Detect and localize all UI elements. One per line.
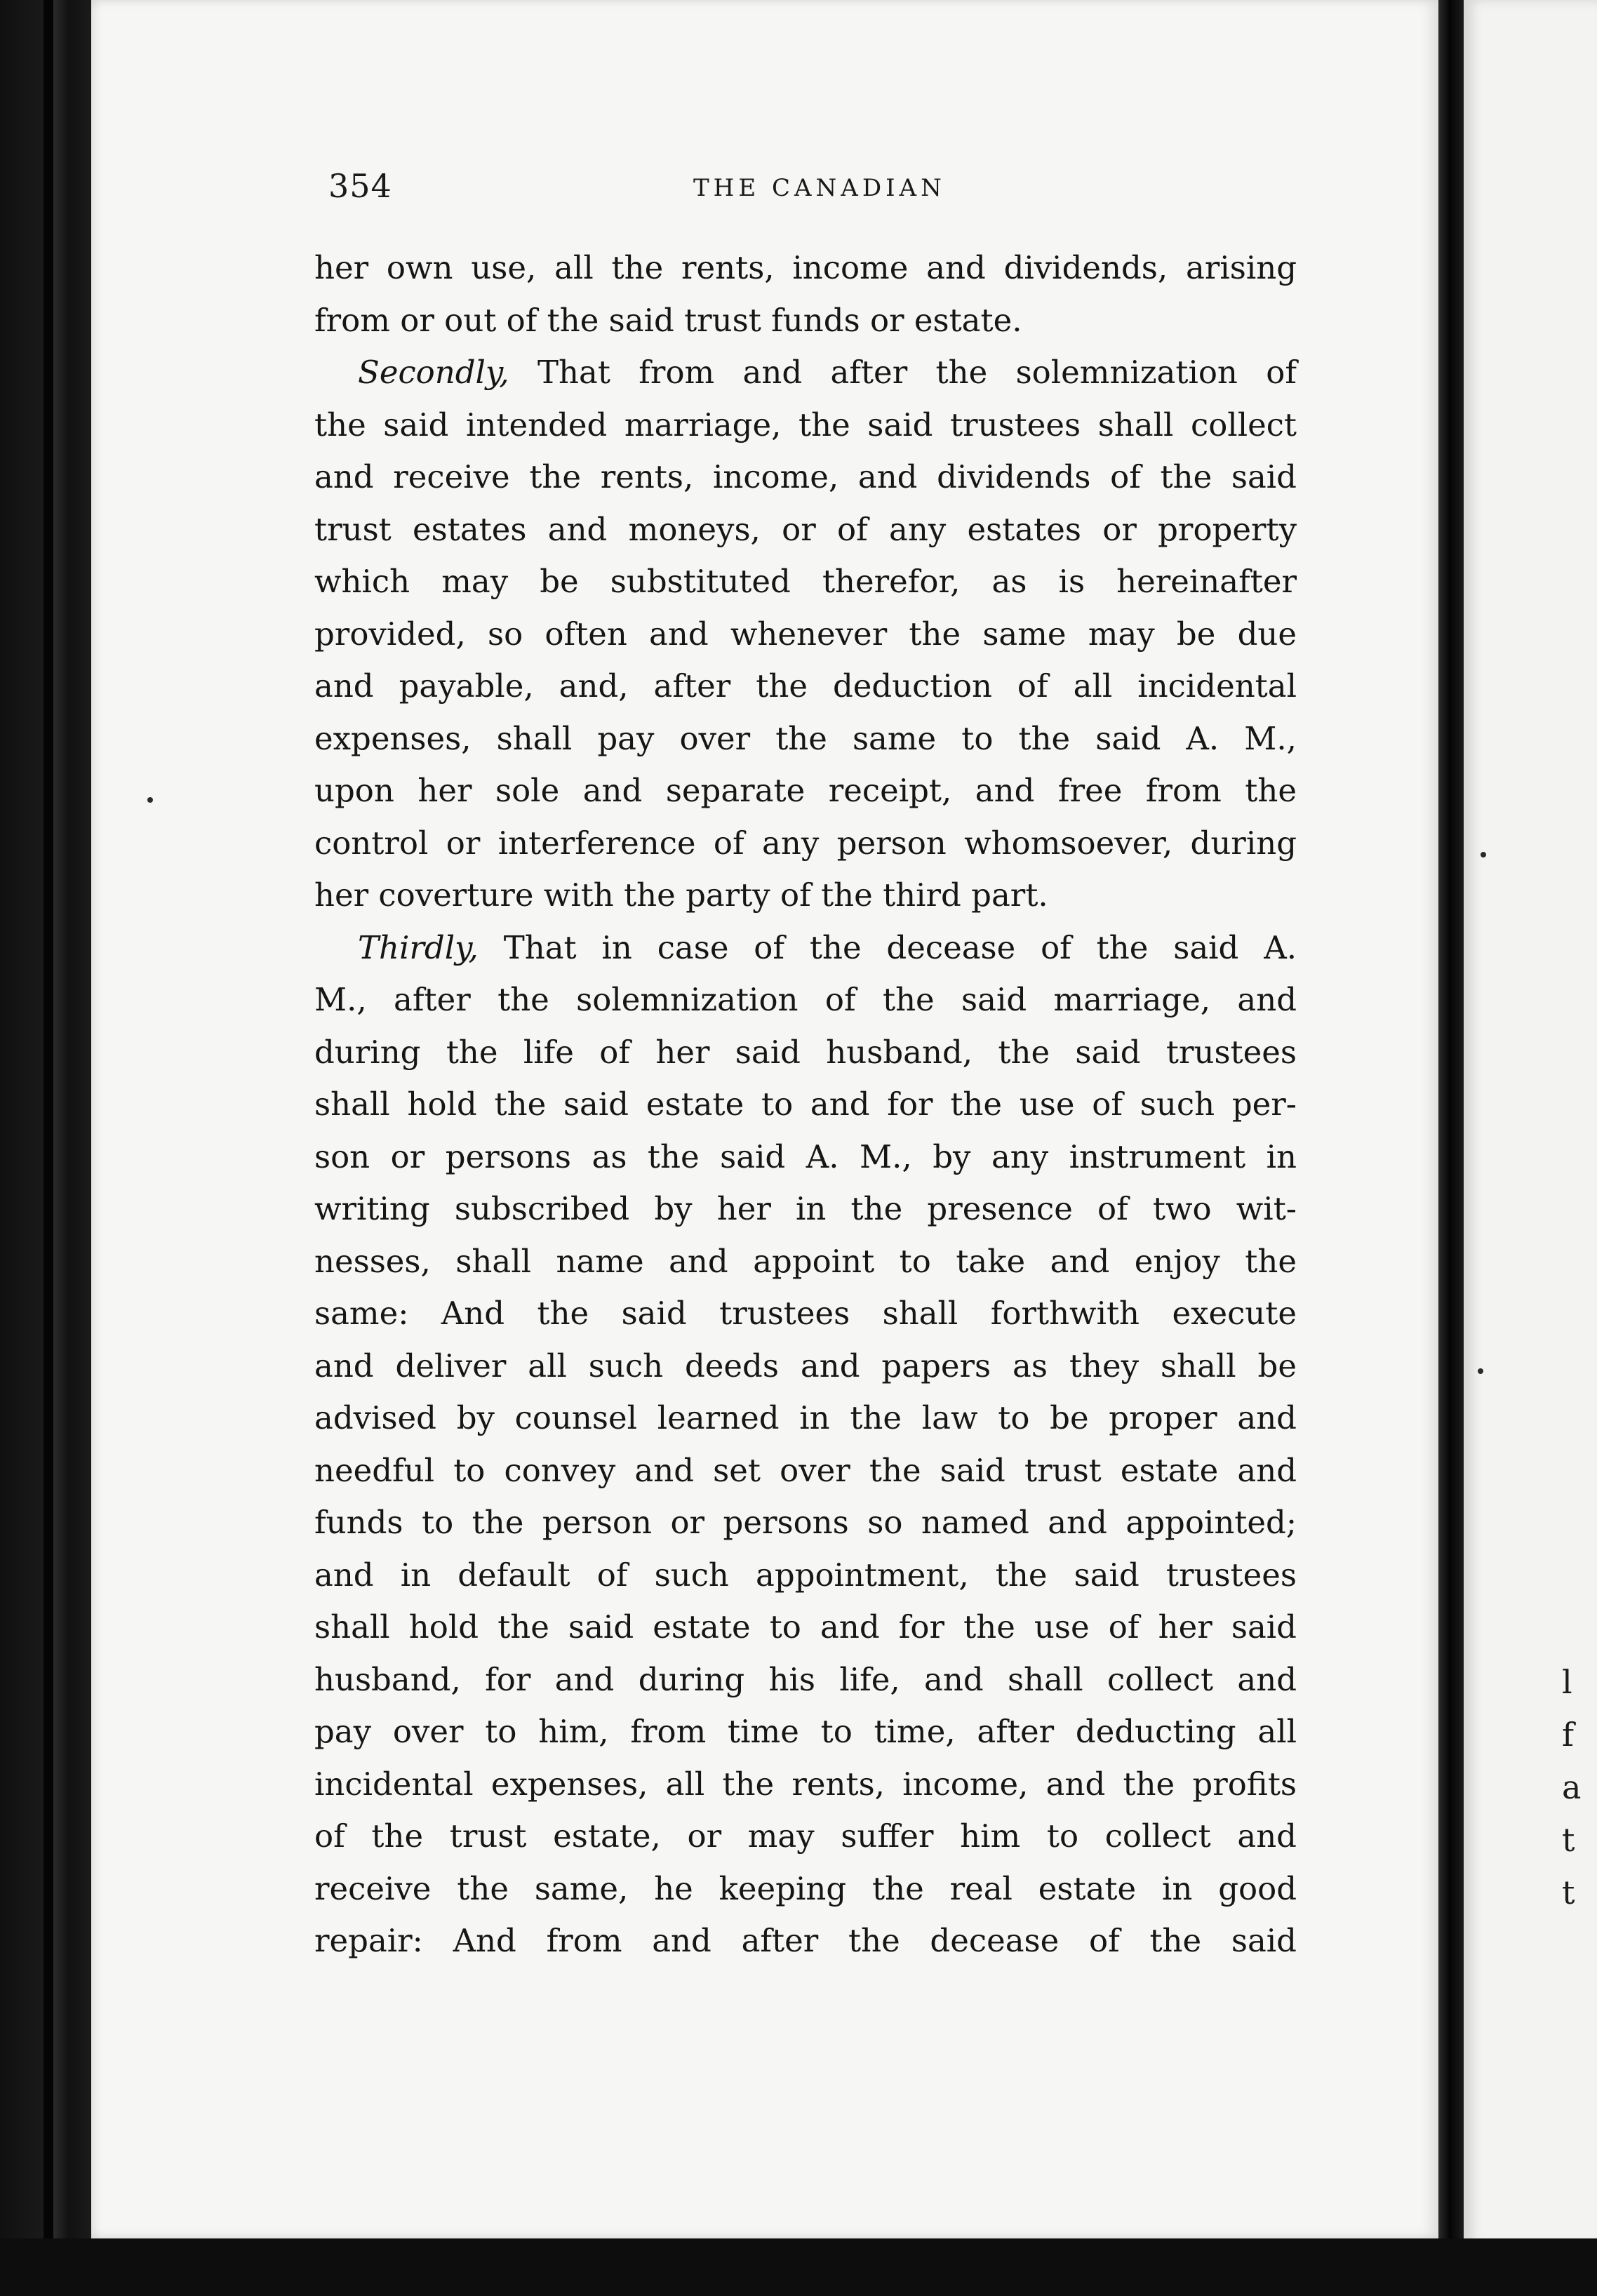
text-line-rest: That from and after the solemnization of bbox=[537, 354, 1297, 391]
text-line: incidental expenses, all the rents, income, and the profits bbox=[314, 1765, 1297, 1803]
section-lead-thirdly: Thirdly, bbox=[358, 928, 479, 966]
text-line bbox=[314, 347, 1297, 399]
text-line: shall hold the said estate to and for the use of such per- bbox=[314, 1086, 1297, 1123]
text-line: son or persons as the said A. M., by any instrument in bbox=[314, 1137, 1297, 1175]
book-gutter bbox=[1438, 0, 1464, 2245]
text-line: from or out of the said trust funds or estate. bbox=[314, 301, 1022, 339]
body-text bbox=[314, 242, 1297, 1968]
text-line: provided, so often and whenever the same may be due bbox=[314, 615, 1297, 653]
text-line: the said intended marriage, the said trustees shall collect bbox=[314, 406, 1297, 443]
left-dark-rule bbox=[44, 0, 53, 2296]
text-line: M., after the solemnization of the said marriage, and bbox=[314, 981, 1297, 1018]
text-line: trust estates and moneys, or of any estates or property bbox=[314, 510, 1297, 548]
text-line: upon her sole and separate receipt, and free from the bbox=[314, 772, 1297, 809]
text-line: of the trust estate, or may suffer him to collect and bbox=[314, 1817, 1297, 1855]
adjacent-page-fragment: t bbox=[1562, 1874, 1575, 1911]
text-line: funds to the person or persons so named and appointed; bbox=[314, 1504, 1297, 1541]
text-line: pay over to him, from time to time, after deducting all bbox=[314, 1713, 1297, 1750]
adjacent-page-fragment: t bbox=[1562, 1821, 1575, 1859]
text-line: control or interference of any person whomsoever, during bbox=[314, 824, 1297, 862]
page-number: 354 bbox=[328, 167, 392, 205]
margin-speck bbox=[1478, 1368, 1483, 1374]
text-line: receive the same, he keeping the real estate in good bbox=[314, 1869, 1297, 1907]
text-line-rest: That in case of the decease of the said A. bbox=[503, 928, 1297, 966]
text-line: nesses, shall name and appoint to take and enjoy the bbox=[314, 1242, 1297, 1280]
text-line: which may be substituted therefor, as is hereinafter bbox=[314, 563, 1297, 600]
page-header bbox=[328, 167, 1304, 209]
adjacent-page-fragment: l bbox=[1562, 1663, 1572, 1701]
text-line: shall hold the said estate to and for the use of her said bbox=[314, 1608, 1297, 1646]
scan-bottom-border bbox=[0, 2238, 1597, 2296]
text-line: her coverture with the party of the third part. bbox=[314, 876, 1048, 914]
text-line: and payable, and, after the deduction of all incidental bbox=[314, 667, 1297, 705]
text-line: writing subscribed by her in the presence of two wit- bbox=[314, 1190, 1297, 1227]
text-line: needful to convey and set over the said trust estate and bbox=[314, 1451, 1297, 1489]
section-lead-secondly: Secondly, bbox=[358, 354, 509, 391]
text-line: and deliver all such deeds and papers as they shall be bbox=[314, 1347, 1297, 1384]
text-line: and in default of such appointment, the said trustees bbox=[314, 1556, 1297, 1594]
margin-speck bbox=[1481, 852, 1486, 857]
adjacent-page-edge bbox=[1464, 0, 1597, 2245]
text-line: advised by counsel learned in the law to be proper and bbox=[314, 1399, 1297, 1436]
text-line: and receive the rents, income, and dividends of the said bbox=[314, 458, 1297, 495]
text-line: during the life of her said husband, the said trustees bbox=[314, 1033, 1297, 1071]
text-line: same: And the said trustees shall forthwith execute bbox=[314, 1295, 1297, 1332]
adjacent-page-fragment: a bbox=[1562, 1768, 1582, 1806]
text-line bbox=[314, 922, 1297, 975]
text-line: expenses, shall pay over the same to the said A. M., bbox=[314, 719, 1297, 757]
text-line: husband, for and during his life, and shall collect and bbox=[314, 1660, 1297, 1698]
margin-speck bbox=[147, 797, 153, 803]
running-head: THE CANADIAN bbox=[693, 174, 946, 202]
adjacent-page-fragment: f bbox=[1562, 1716, 1575, 1754]
text-line: her own use, all the rents, income and dividends, arising bbox=[314, 249, 1297, 286]
text-line: repair: And from and after the decease of the said bbox=[314, 1922, 1297, 1959]
